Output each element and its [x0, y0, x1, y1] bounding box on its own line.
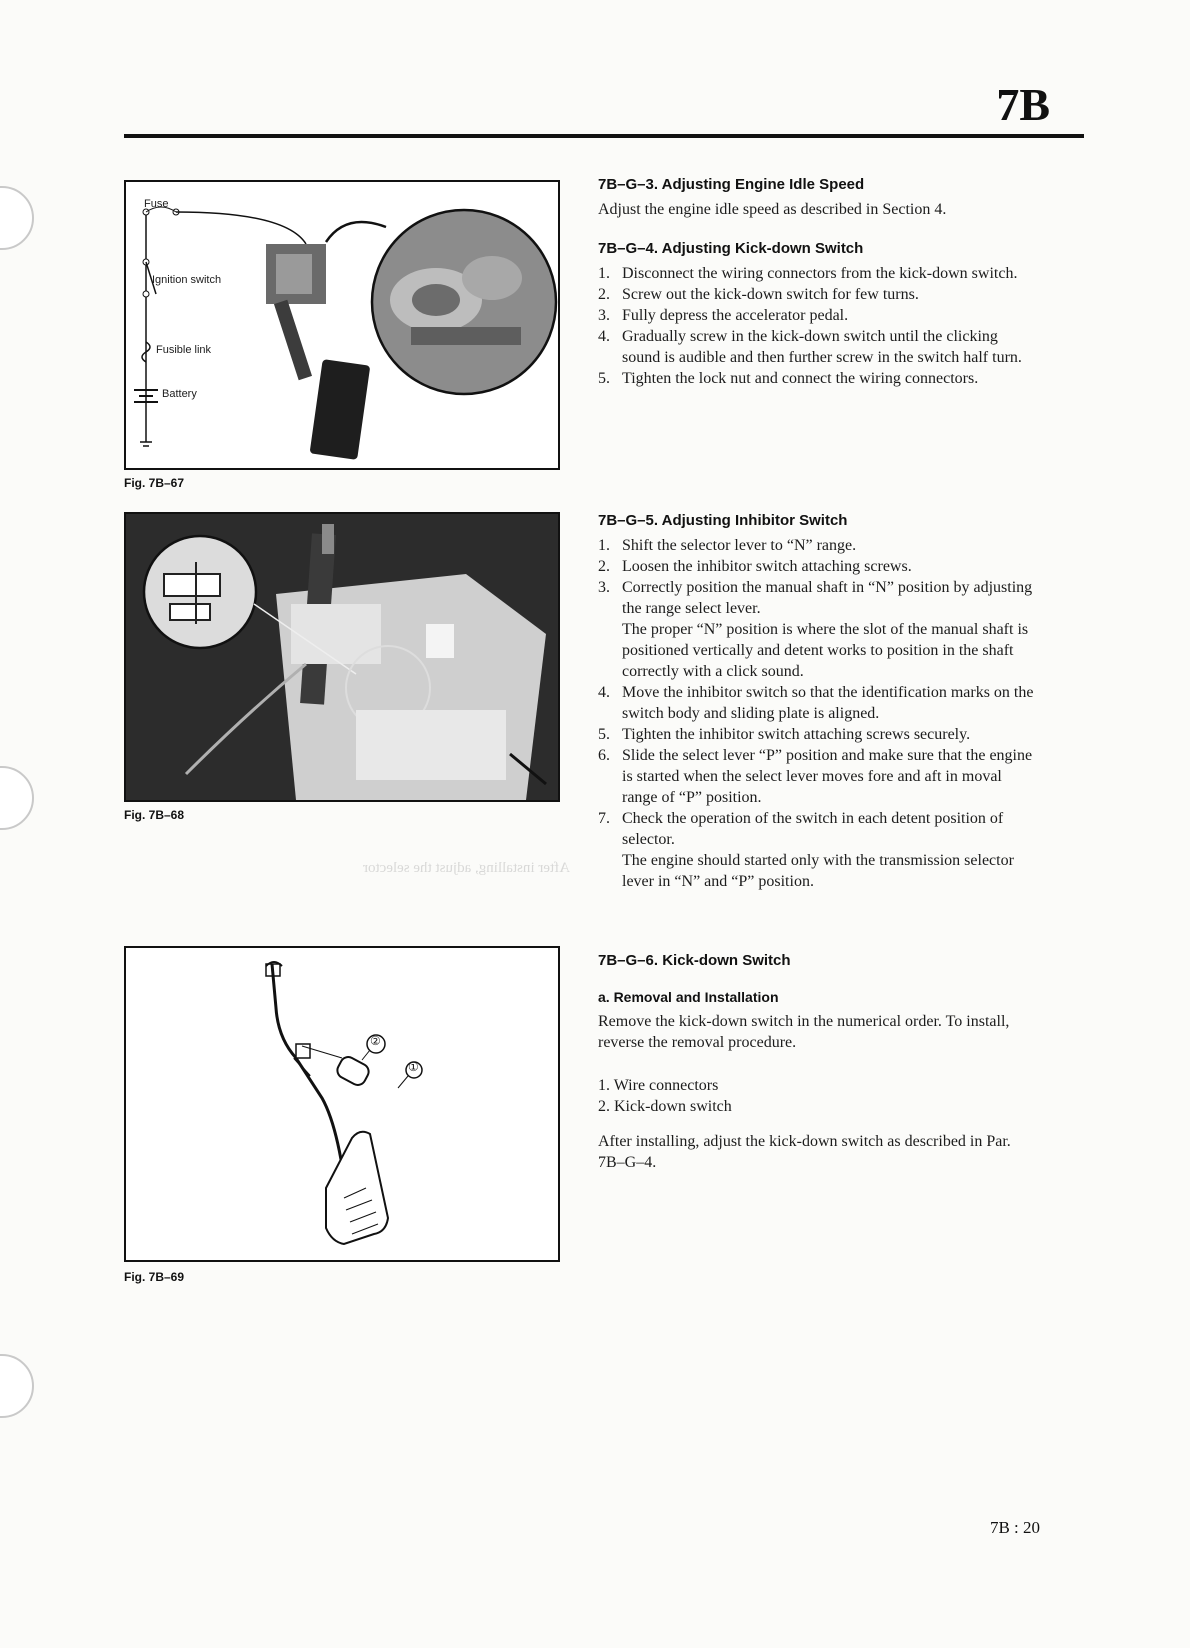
list-item: 2. Screw out the kick-down switch for few turns. [598, 286, 919, 303]
list-item: 3. Correctly position the manual shaft in “N” position by adjusting the range select lever. The proper “N” position is where the slot of the manual shaft is positioned vertically and detent works to position in the shaft correctly with a click sound. [598, 579, 1033, 680]
section-heading: 7B–G–3. Adjusting Engine Idle Speed [598, 176, 865, 193]
bleed-through-ghost: After installing, adjust the selector [362, 860, 570, 876]
list-item: 1. Disconnect the wiring connectors from the kick-down switch. [598, 265, 1018, 282]
step-list [598, 535, 1034, 892]
step-note: The proper “N” position is where the slot of the manual shaft is positioned vertically and detent works to position in the shaft correctly with a click sound. [622, 621, 1029, 680]
step-note: The engine should started only with the transmission selector lever in “N” and “P” position. [622, 852, 1014, 890]
section-heading: 7B–G–4. Adjusting Kick-down Switch [598, 240, 864, 257]
section-text: Adjust the engine idle speed as described in Section 4. [598, 201, 947, 218]
selector-photo [126, 514, 558, 800]
section-kickdown-adjust [598, 240, 1034, 389]
callout-1: ① [408, 1060, 419, 1074]
fuse-label: Fuse [144, 198, 169, 210]
wiring-diagram [126, 182, 558, 468]
section-text: After installing, adjust the kick-down switch as described in Par. 7B–G–4. [598, 1133, 1011, 1171]
list-item: 6. Slide the select lever “P” position and make sure that the engine is started when the select lever moves fore and aft in moval range of “P” position. [598, 747, 1033, 806]
header-rule [124, 134, 1084, 138]
punch-hole-bottom [0, 1354, 34, 1418]
list-item: 4. Move the inhibitor switch so that the identification marks on the switch body and sliding plate is aligned. [598, 684, 1034, 722]
section-inhibitor [598, 512, 1034, 892]
list-item: 5. Tighten the lock nut and connect the wiring connectors. [598, 370, 979, 387]
ignition-switch-label: Ignition switch [152, 274, 222, 286]
pedal-diagram [126, 948, 558, 1260]
list-item: 4. Gradually screw in the kick-down switch until the clicking sound is audible and then further screw in the switch half turn. [598, 328, 1022, 366]
list-item: 3. Fully depress the accelerator pedal. [598, 307, 849, 324]
section-text: Remove the kick-down switch in the numerical order. To install, reverse the removal procedure. [598, 1013, 1010, 1051]
punch-hole-top [0, 186, 34, 250]
section-idle-speed [598, 176, 1034, 220]
callout-2: ② [370, 1034, 381, 1048]
figure-caption: Fig. 7B–68 [124, 808, 185, 822]
section-kickdown-switch [598, 952, 1034, 1173]
list-item: 7. Check the operation of the switch in each detent position of selector. The engine should started only with the transmission selector lever in “N” and “P” position. [598, 810, 1014, 890]
figure-7b-67 [124, 180, 560, 470]
list-item: 1. Shift the selector lever to “N” range. [598, 537, 857, 554]
list-item: 5. Tighten the inhibitor switch attaching screws securely. [598, 726, 971, 743]
part-item: 1. Wire connectors [598, 1077, 719, 1094]
figure-7b-69 [124, 946, 560, 1262]
part-item: 2. Kick-down switch [598, 1098, 732, 1115]
figure-caption: Fig. 7B–67 [124, 476, 185, 490]
figure-caption: Fig. 7B–69 [124, 1270, 185, 1284]
battery-label: Battery [162, 388, 197, 400]
section-number: 7B [996, 79, 1050, 130]
section-heading: 7B–G–5. Adjusting Inhibitor Switch [598, 512, 848, 529]
step-list [598, 263, 1034, 389]
page-number: 7B : 20 [989, 1518, 1040, 1537]
section-heading: 7B–G–6. Kick-down Switch [598, 952, 791, 969]
list-item: 2. Loosen the inhibitor switch attaching screws. [598, 558, 912, 575]
subsection-heading: a. Removal and Installation [598, 989, 779, 1005]
fusible-link-label: Fusible link [156, 344, 212, 356]
figure-7b-68 [124, 512, 560, 802]
punch-hole-middle [0, 766, 34, 830]
